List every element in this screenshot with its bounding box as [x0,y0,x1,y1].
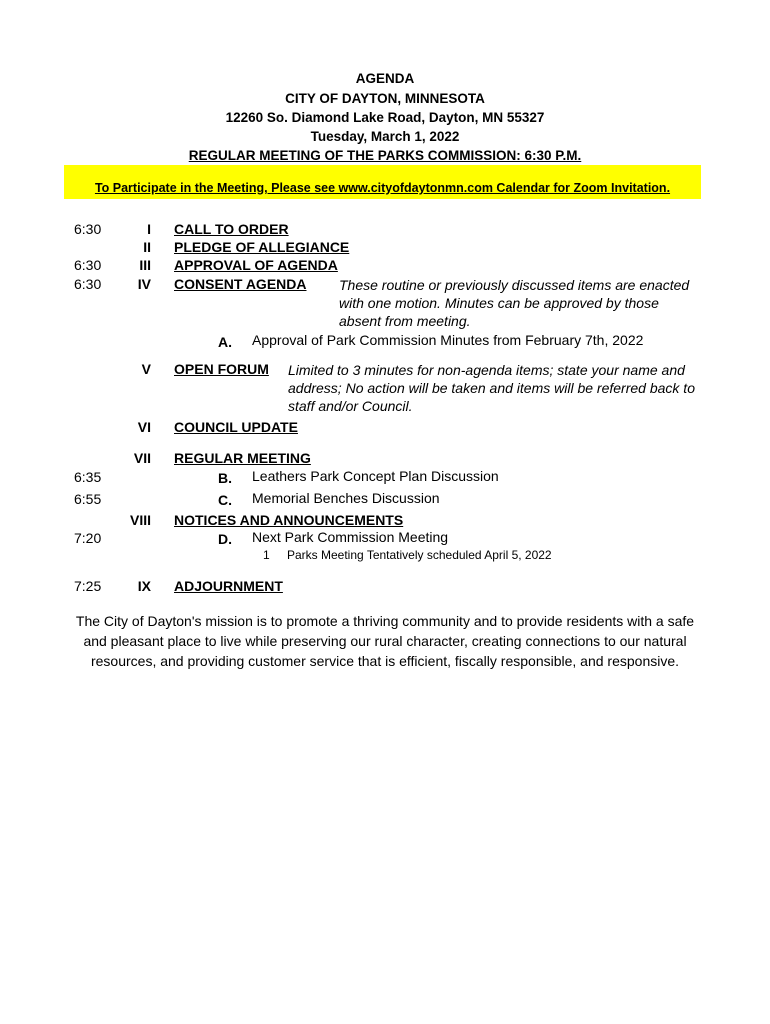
item-number-v: V [141,361,151,377]
meeting-title: REGULAR MEETING OF THE PARKS COMMISSION: 6:30 P.M. [188,148,582,163]
address: 12260 So. Diamond Lake Road, Dayton, MN 55327 [225,110,545,125]
consent-agenda-note: These routine or previously discussed items are enacted with one motion. Minutes can be approved by those absent from meeting. [339,277,690,329]
item-number-iii: III [139,257,151,273]
sub-item-text: Parks Meeting Tentatively scheduled April 5, 2022 [287,548,552,562]
time-adjournment: 7:25 [74,578,102,594]
time-call-to-order: 6:30 [74,221,102,237]
item-letter-c: C. [218,492,232,508]
item-number-i: I [147,221,151,237]
section-regular-meeting: REGULAR MEETING [174,450,311,466]
sub-item-number: 1 [263,548,270,562]
section-council-update: COUNCIL UPDATE [174,419,298,435]
item-letter-a: A. [218,334,232,350]
section-consent-agenda: CONSENT AGENDA [174,276,307,292]
time-consent-agenda: 6:30 [74,276,102,292]
item-number-iv: IV [137,276,151,292]
zoom-banner [64,165,701,199]
agenda-heading: AGENDA [355,71,415,86]
meeting-date: Tuesday, March 1, 2022 [310,129,460,144]
time-item-c: 6:55 [74,491,102,507]
time-item-d: 7:20 [74,530,102,546]
city-name: CITY OF DAYTON, MINNESOTA [285,91,485,106]
item-number-vi: VI [137,419,151,435]
section-adjournment: ADJOURNMENT [174,578,283,594]
section-notices-announcements: NOTICES AND ANNOUNCEMENTS [174,512,404,528]
time-item-b: 6:35 [74,469,102,485]
zoom-banner-text[interactable]: To Participate in the Meeting, Please see www.cityofdaytonmn.com Calendar for Zoom Invitation. [94,181,671,195]
mission-statement: The City of Dayton's mission is to promote a thriving community and to provide residents with a safe and pleasant place to live while preserving our rural character, creating connections to our natural resources, and providing customer service that is efficient, fiscally responsible, and responsive. [75,613,695,669]
section-call-to-order: CALL TO ORDER [174,221,289,237]
item-number-vii: VII [133,450,151,466]
item-d-text: Next Park Commission Meeting [252,529,449,545]
item-c-text: Memorial Benches Discussion [252,490,440,506]
item-number-ii: II [143,239,151,255]
item-number-viii: VIII [129,512,151,528]
item-number-ix: IX [137,578,151,594]
item-letter-b: B. [218,470,232,486]
section-pledge: PLEDGE OF ALLEGIANCE [174,239,350,255]
item-letter-d: D. [218,531,232,547]
time-approval-of-agenda: 6:30 [74,257,102,273]
item-a-text: Approval of Park Commission Minutes from February 7th, 2022 [252,332,644,348]
item-b-text: Leathers Park Concept Plan Discussion [252,468,499,484]
section-open-forum: OPEN FORUM [174,361,269,377]
section-approval-of-agenda: APPROVAL OF AGENDA [174,257,338,273]
open-forum-note: Limited to 3 minutes for non-agenda items; state your name and address; No action will be taken and items will be referred back to staff and/or Council. [288,362,695,414]
